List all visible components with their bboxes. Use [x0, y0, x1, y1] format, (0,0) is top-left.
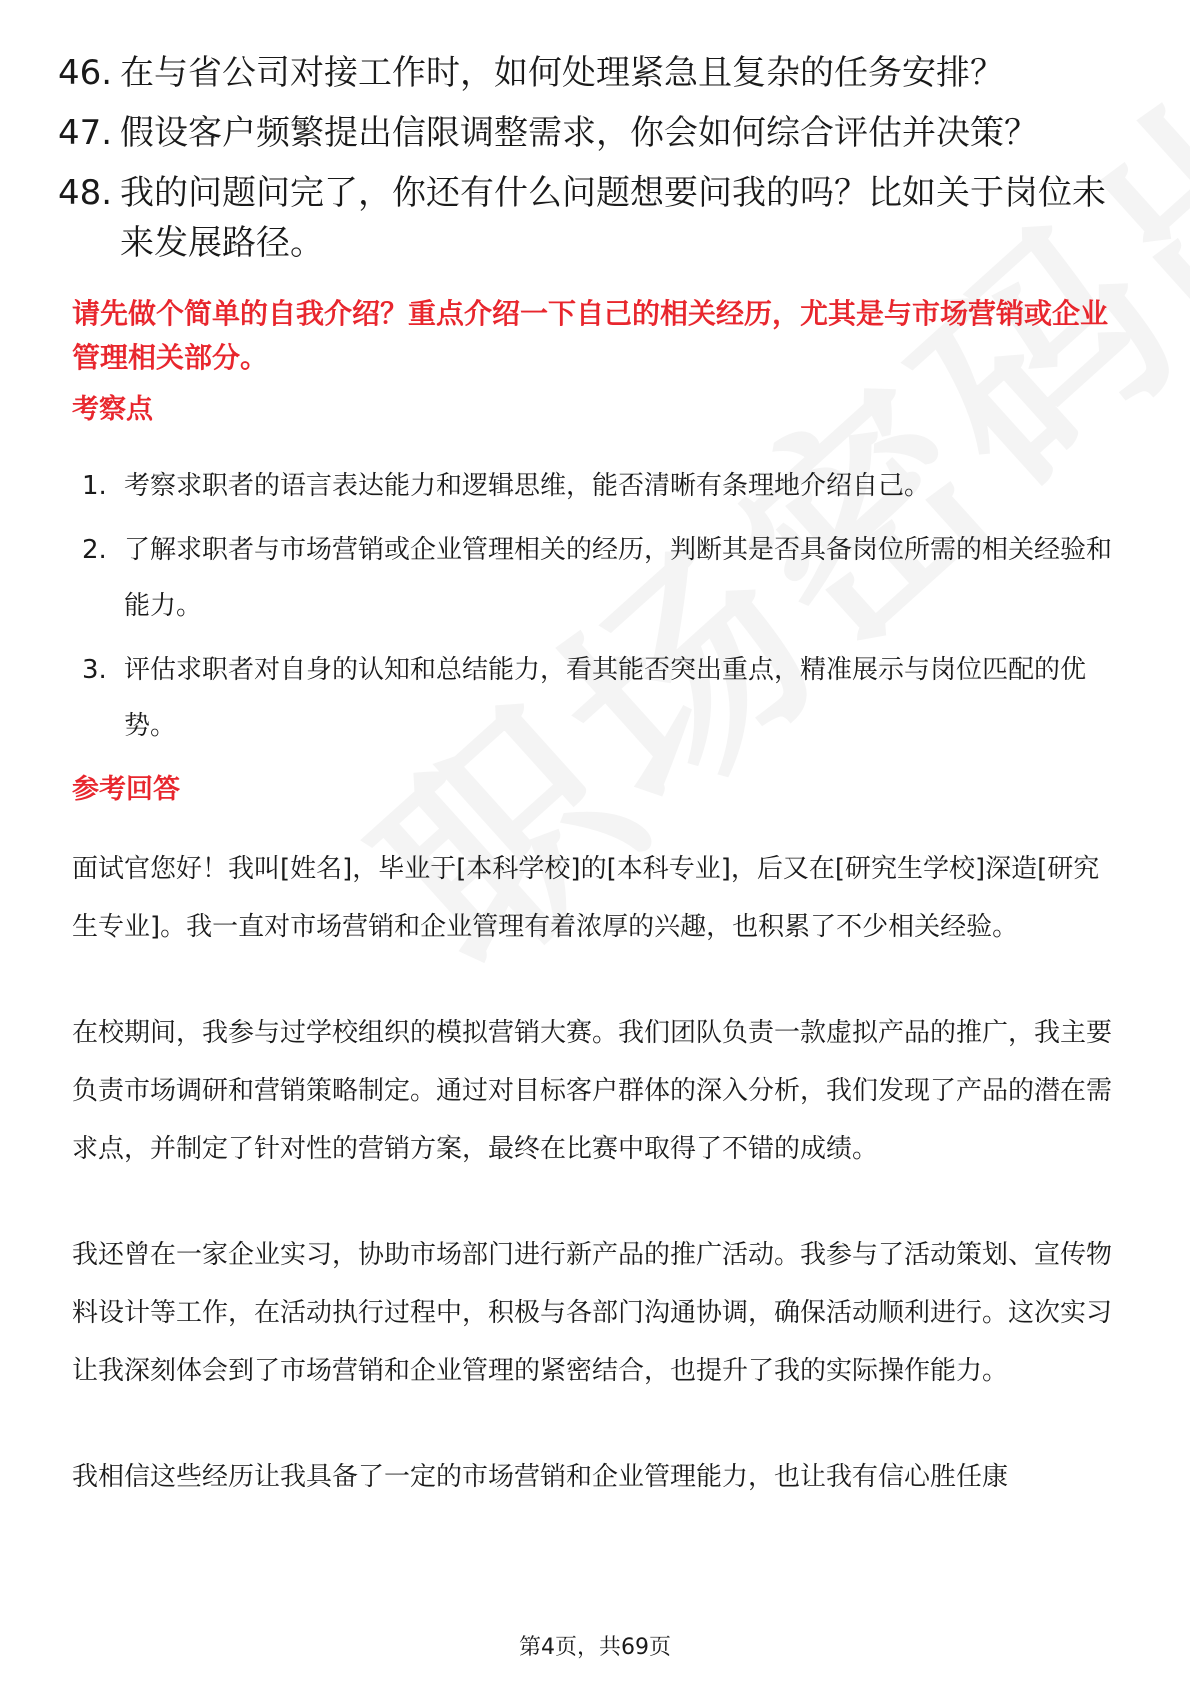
assessment-point	[82, 458, 1122, 514]
assessment-points-list	[82, 458, 1122, 762]
section-title-reference-answer: 参考回答	[72, 774, 180, 805]
question-item	[58, 108, 1128, 158]
point-number: 1.	[82, 471, 107, 501]
answer-paragraph: 我相信这些经历让我具备了一定的市场营销和企业管理能力，也让我有信心胜任康	[72, 1462, 1009, 1492]
question-number: 46.	[58, 53, 113, 93]
page-footer: 第4页，共69页	[519, 1635, 671, 1660]
point-number: 2.	[82, 535, 107, 565]
interview-question-heading: 请先做个简单的自我介绍？重点介绍一下自己的相关经历，尤其是与市场营销或企业管理相关部分。	[72, 297, 1109, 374]
question-text: 在与省公司对接工作时，如何处理紧急且复杂的任务安排？	[120, 53, 1004, 93]
point-text: 考察求职者的语言表达能力和逻辑思维，能否清晰有条理地介绍自己。	[124, 471, 931, 501]
point-text: 评估求职者对自身的认知和总结能力，看其能否突出重点，精准展示与岗位匹配的优势。	[124, 655, 1087, 741]
assessment-point	[82, 522, 1122, 634]
question-list	[58, 48, 1128, 278]
reference-answer	[72, 840, 1122, 1554]
question-item	[58, 168, 1128, 268]
assessment-point	[82, 642, 1122, 754]
answer-paragraph: 面试官您好！我叫[姓名]，毕业于[本科学校]的[本科专业]，后又在[研究生学校]深造[研究生专业]。我一直对市场营销和企业管理有着浓厚的兴趣，也积累了不少相关经验。	[72, 854, 1100, 942]
question-text: 假设客户频繁提出信限调整需求，你会如何综合评估并决策？	[120, 113, 1038, 153]
question-text: 我的问题问完了，你还有什么问题想要问我的吗？比如关于岗位未来发展路径。	[120, 173, 1106, 263]
point-text: 了解求职者与市场营销或企业管理相关的经历，判断其是否具备岗位所需的相关经验和能力。	[124, 535, 1113, 621]
section-title-assessment: 考察点	[72, 394, 153, 425]
question-number: 47.	[58, 113, 113, 153]
question-item	[58, 48, 1128, 98]
point-number: 3.	[82, 655, 107, 685]
answer-paragraph: 我还曾在一家企业实习，协助市场部门进行新产品的推广活动。我参与了活动策划、宣传物料设计等工作，在活动执行过程中，积极与各部门沟通协调，确保活动顺利进行。这次实习让我深刻体会到了市场营销和企业管理的紧密结合，也提升了我的实际操作能力。	[72, 1240, 1113, 1386]
answer-paragraph: 在校期间，我参与过学校组织的模拟营销大赛。我们团队负责一款虚拟产品的推广，我主要负责市场调研和营销策略制定。通过对目标客户群体的深入分析，我们发现了产品的潜在需求点，并制定了针对性的营销方案，最终在比赛中取得了不错的成绩。	[72, 1018, 1113, 1164]
question-number: 48.	[58, 173, 113, 213]
